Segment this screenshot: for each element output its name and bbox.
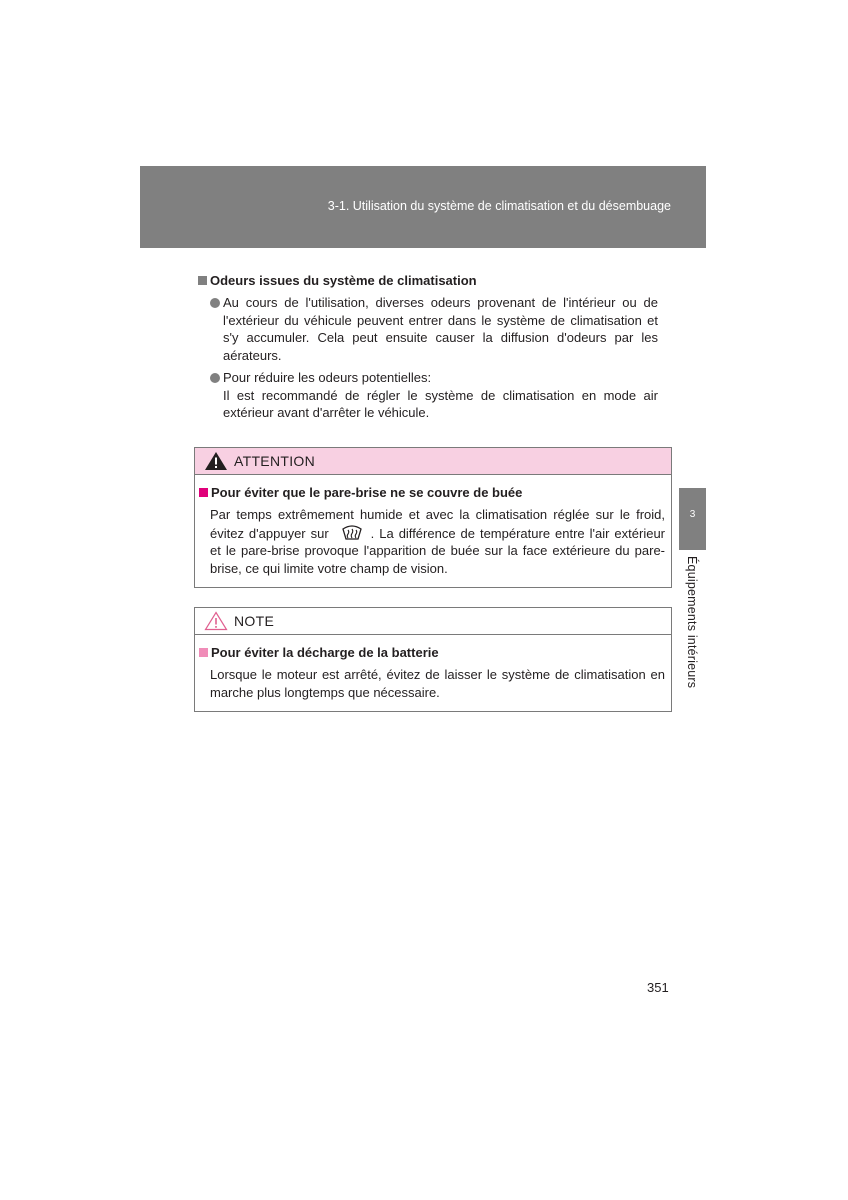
attention-subtitle	[199, 484, 665, 501]
chapter-number: 3	[689, 509, 696, 520]
page-number: 351	[647, 980, 669, 995]
odors-section	[198, 272, 658, 422]
section-title-text: Odeurs issues du système de climatisation	[210, 273, 477, 288]
attention-text	[210, 506, 665, 577]
section-title	[198, 272, 658, 290]
pink-square-icon	[199, 488, 208, 497]
windshield-defroster-icon	[341, 524, 363, 542]
chapter-tab	[679, 488, 706, 550]
attention-subtitle-text: Pour éviter que le pare-brise ne se couvre de buée	[211, 485, 523, 500]
note-header	[195, 608, 671, 635]
attention-text-part1: Par temps extrêmement humide et avec la climatisation réglée sur le froid, évitez d'appuyer sur	[210, 507, 665, 541]
chapter-header	[140, 166, 706, 248]
warning-triangle-icon	[204, 451, 228, 471]
bullet-text: Au cours de l'utilisation, diverses odeurs provenant de l'intérieur ou de l'extérieur du véhicule peuvent entrer dans le système de climatisation et s'y accumuler. Cela peut ensuite causer la diffusion d'odeurs par les aérateurs.	[223, 295, 658, 363]
bullet-dot-icon	[210, 298, 220, 308]
attention-box	[194, 447, 672, 588]
bullet-dot-icon	[210, 373, 220, 383]
bullet-item	[198, 294, 658, 364]
note-text: Lorsque le moteur est arrêté, évitez de laisser le système de climatisation en marche plus longtemps que nécessaire.	[210, 667, 665, 700]
bullet-item	[198, 369, 658, 422]
note-label: NOTE	[234, 613, 275, 629]
caution-triangle-icon	[204, 611, 228, 631]
chapter-side-label: Équipements intérieurs	[685, 556, 699, 689]
attention-text-part2: . La différence de température entre l'air extérieur et le pare-brise provoque l'apparition de buée sur la face extérieure du pare-brise, ce qui limite votre champ de vision.	[210, 525, 665, 576]
bullet-lead: Pour réduire les odeurs potentielles:	[223, 370, 432, 385]
pink-square-icon	[199, 648, 208, 657]
note-subtitle	[199, 644, 665, 661]
attention-header	[195, 448, 671, 475]
chapter-title: 3-1. Utilisation du système de climatisation et du désembuage	[327, 199, 671, 213]
note-box	[194, 607, 672, 712]
note-subtitle-text: Pour éviter la décharge de la batterie	[211, 645, 439, 660]
bullet-text: Il est recommandé de régler le système de climatisation en mode air extérieur avant d'arrêter le véhicule.	[223, 387, 658, 420]
gray-square-icon	[198, 276, 207, 285]
attention-label: ATTENTION	[234, 453, 315, 469]
